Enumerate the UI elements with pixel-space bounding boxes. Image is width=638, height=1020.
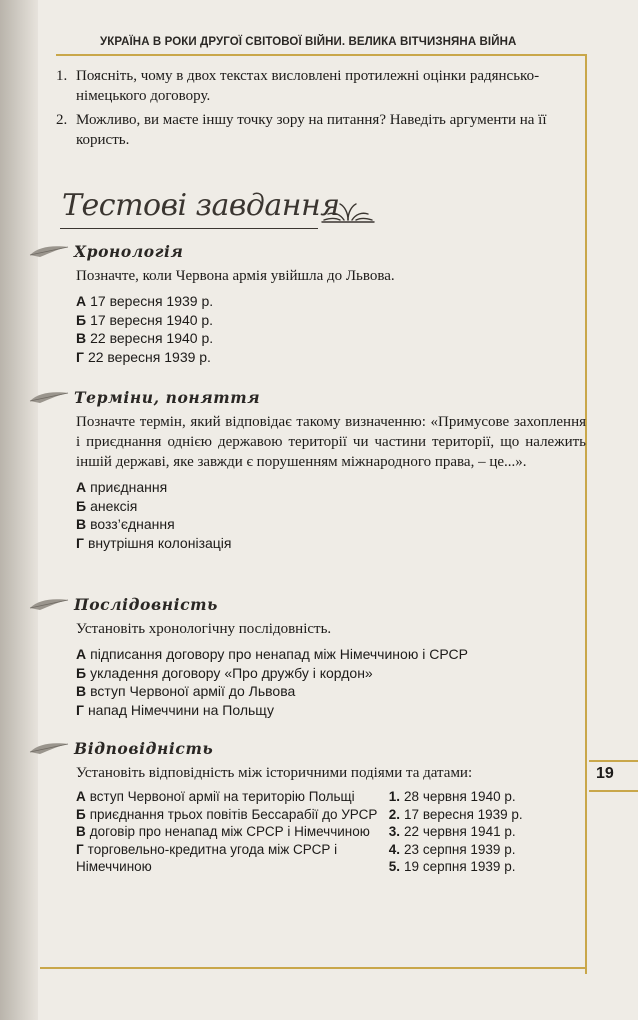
- question-item: [56, 110, 576, 150]
- option-text: укладення договору «Про дружбу і кордон»: [90, 664, 373, 681]
- option-letter: Г: [76, 534, 84, 551]
- answer-options: [76, 645, 588, 719]
- events-column: [76, 788, 389, 876]
- question-text: Поясніть, чому в двох текстах висловлені протилежні оцінки радянсько-німецького договору.: [76, 68, 540, 104]
- task-prompt: Позначте термін, який відповідає такому визначенню: «Примусове захоплення і приєднання однією державою території чи частини території, що належить іншій державі, яке завжди є порушенням міжнародного права, – це...».: [76, 414, 586, 470]
- question-number: 1.: [56, 68, 68, 84]
- section-title: Терміни, поняття: [74, 387, 261, 407]
- event-letter: Г: [76, 841, 84, 857]
- event-letter: А: [76, 789, 86, 804]
- section-terms: [28, 386, 588, 552]
- option-text: 22 вересня 1939 р.: [87, 348, 211, 365]
- answer-option: [76, 311, 588, 330]
- task-prompt: Позначте, коли Червона армія увійшла до Львова.: [76, 268, 395, 284]
- section-title: Відповідність: [74, 738, 214, 758]
- running-header: УКРАЇНА В РОКИ ДРУГОЇ СВІТОВОЇ ВІЙНИ. ВЕЛИКА ВІТЧИЗНЯНА ВІЙНА: [100, 36, 517, 48]
- matching-columns: [76, 788, 588, 876]
- date-item: [389, 841, 588, 859]
- answer-option: [76, 478, 588, 497]
- option-text: напад Німеччини на Польщу: [87, 701, 274, 718]
- date-text: 22 червня 1941 р.: [404, 824, 516, 839]
- date-text: 23 серпня 1939 р.: [404, 841, 516, 857]
- option-text: підписання договору про ненапад між Німеччиною і СРСР: [90, 646, 468, 662]
- section-chronology: [28, 240, 588, 366]
- task-prompt: Установіть відповідність між історичними подіями та датами:: [76, 765, 473, 781]
- question-list: [56, 66, 576, 154]
- event-item: [76, 823, 389, 841]
- option-text: 17 вересня 1940 р.: [90, 311, 214, 328]
- event-item: [76, 841, 389, 876]
- answer-option: [76, 292, 588, 311]
- date-item: [389, 858, 588, 876]
- event-letter: Б: [76, 806, 86, 822]
- answer-option: [76, 534, 588, 553]
- question-number: 2.: [56, 112, 68, 128]
- option-letter: Б: [76, 497, 87, 514]
- date-item: [389, 806, 588, 824]
- event-text: вступ Червоної армії на територію Польщі: [89, 789, 355, 804]
- option-text: возз’єднання: [90, 516, 175, 532]
- date-item: [389, 788, 588, 806]
- option-text: 17 вересня 1939 р.: [90, 293, 214, 309]
- answer-option: [76, 645, 588, 664]
- date-text: 19 серпня 1939 р.: [404, 859, 516, 874]
- option-letter: Г: [76, 701, 84, 718]
- tests-heading-underline: [60, 228, 318, 229]
- section-heading: [28, 593, 588, 615]
- answer-option: [76, 497, 588, 516]
- option-letter: В: [76, 330, 87, 346]
- quill-icon: [28, 740, 70, 756]
- event-text: договір про ненапад між СРСР і Німеччиною: [89, 824, 370, 839]
- section-title: Хронологія: [74, 241, 184, 261]
- footer-rule: [40, 967, 585, 969]
- question-text: Можливо, ви маєте іншу точку зору на питання? Наведіть аргументи на її користь.: [76, 112, 547, 148]
- section-heading: [28, 737, 588, 759]
- option-text: вступ Червоної армії до Львова: [90, 683, 296, 699]
- date-item: [389, 823, 588, 841]
- event-text: торговельно-кредитна угода між СРСР і Німеччиною: [76, 841, 338, 874]
- quill-icon: [28, 243, 70, 259]
- section-title: Послідовність: [74, 594, 219, 614]
- event-item: [76, 788, 389, 806]
- tests-heading: Тестові завдання: [62, 188, 340, 223]
- section-heading: [28, 386, 588, 408]
- answer-option: [76, 682, 588, 701]
- event-item: [76, 806, 389, 824]
- header-rule: [56, 54, 586, 56]
- event-text: приєднання трьох повітів Бессарабії до УРСР: [89, 806, 378, 822]
- option-letter: А: [76, 646, 87, 662]
- answer-option: [76, 664, 588, 683]
- task-prompt: Установіть хронологічну послідовність.: [76, 621, 332, 637]
- answer-options: [76, 478, 588, 552]
- section-matching: [28, 737, 588, 876]
- option-letter: В: [76, 516, 87, 532]
- answer-option: [76, 701, 588, 720]
- option-letter: Б: [76, 664, 87, 681]
- option-text: приєднання: [90, 479, 168, 495]
- answer-option: [76, 329, 588, 348]
- option-letter: А: [76, 479, 87, 495]
- quill-icon: [28, 389, 70, 405]
- option-letter: Г: [76, 348, 84, 365]
- event-letter: В: [76, 824, 86, 839]
- date-number: 1.: [388, 789, 401, 804]
- date-text: 17 вересня 1939 р.: [404, 806, 523, 822]
- page-number: 19: [596, 765, 614, 782]
- option-text: анексія: [90, 497, 138, 514]
- date-number: 4.: [388, 841, 401, 857]
- date-number: 3.: [388, 824, 401, 839]
- quill-icon: [28, 596, 70, 612]
- option-text: внутрішня колонізація: [87, 534, 232, 551]
- dates-column: [389, 788, 588, 876]
- option-letter: А: [76, 293, 87, 309]
- option-text: 22 вересня 1940 р.: [90, 330, 214, 346]
- answer-options: [76, 292, 588, 366]
- section-heading: [28, 240, 588, 262]
- date-number: 2.: [388, 806, 401, 822]
- answer-option: [76, 515, 588, 534]
- answer-option: [76, 348, 588, 367]
- option-letter: Б: [76, 311, 87, 328]
- option-letter: В: [76, 683, 87, 699]
- question-item: [56, 66, 576, 106]
- date-number: 5.: [388, 859, 401, 874]
- date-text: 28 червня 1940 р.: [404, 789, 516, 804]
- section-sequence: [28, 593, 588, 719]
- ornament-icon: [318, 200, 378, 226]
